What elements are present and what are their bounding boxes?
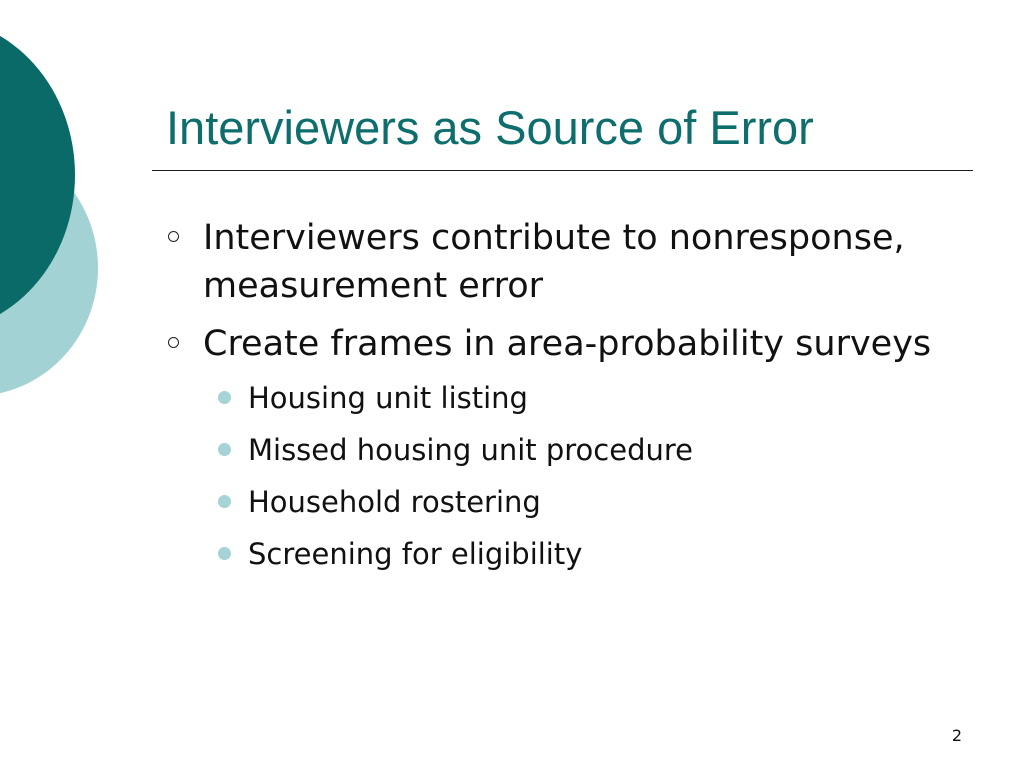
sub-bullet-text: Household rostering (248, 485, 541, 519)
sub-bullet-text: Screening for eligibility (248, 537, 583, 571)
decorative-circles (0, 0, 110, 420)
sub-bullet-item (166, 372, 986, 424)
filled-dot-bullet-icon (218, 443, 231, 456)
filled-dot-bullet-icon (218, 547, 231, 560)
bullet-list (166, 214, 986, 580)
bullet-text: Interviewers contribute to nonresponse, measurement error (203, 218, 905, 306)
bullet-text: Create frames in area-probability surveys (203, 324, 932, 364)
sub-bullet-item (166, 424, 986, 476)
hollow-circle-bullet-icon (168, 231, 179, 242)
filled-dot-bullet-icon (218, 391, 231, 404)
sub-bullet-item (166, 476, 986, 528)
bullet-item (166, 320, 986, 368)
sub-bullet-list (166, 372, 986, 580)
sub-bullet-text: Housing unit listing (248, 381, 528, 415)
filled-dot-bullet-icon (218, 495, 231, 508)
bullet-item (166, 214, 986, 310)
sub-bullet-item (166, 528, 986, 580)
title-divider (152, 170, 973, 171)
hollow-circle-bullet-icon (168, 337, 179, 348)
sub-bullet-text: Missed housing unit procedure (248, 433, 693, 467)
slide-title: Interviewers as Source of Error (166, 101, 814, 154)
slide-number: 2 (951, 726, 963, 745)
